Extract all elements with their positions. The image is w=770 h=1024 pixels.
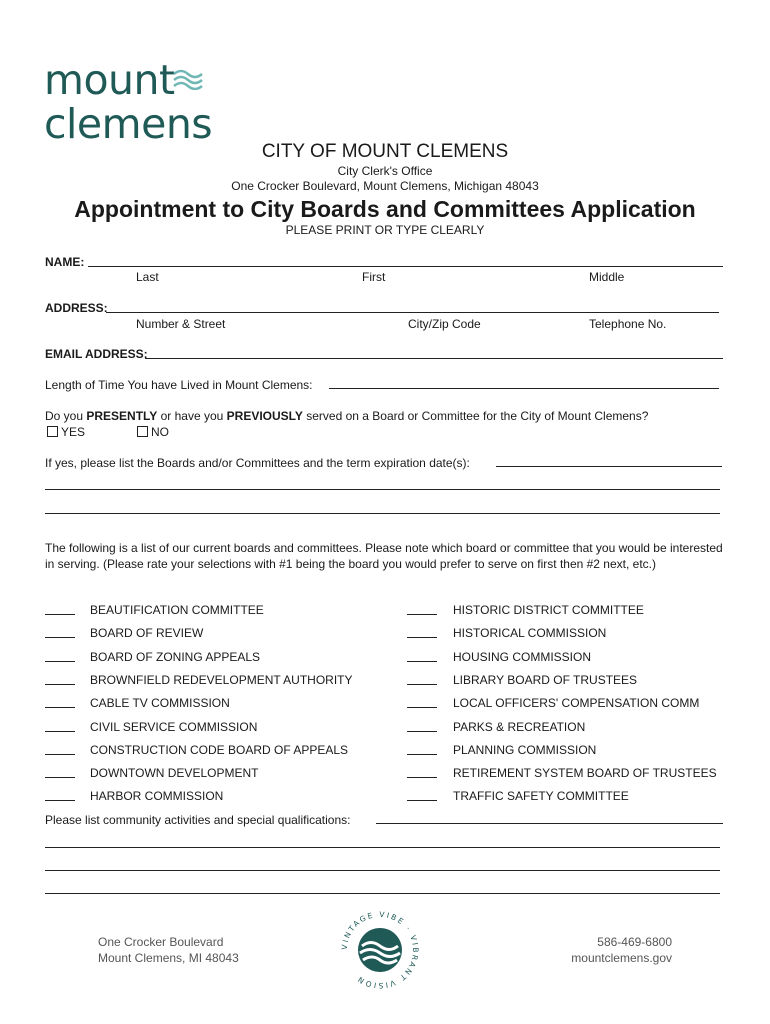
name-label: NAME:	[45, 255, 85, 269]
served-question-mid: or have you	[157, 409, 227, 423]
board-option-right: TRAFFIC SAFETY COMMITTEE	[453, 789, 629, 803]
rank-blank-left[interactable]	[45, 614, 75, 615]
rank-blank-right[interactable]	[407, 800, 437, 801]
no-checkbox[interactable]	[137, 426, 148, 437]
board-option-right: HOUSING COMMISSION	[453, 650, 592, 664]
rank-blank-left[interactable]	[45, 637, 75, 638]
address-phone-caption: Telephone No.	[589, 317, 667, 331]
served-list-field-3[interactable]	[45, 513, 720, 514]
city-heading: CITY OF MOUNT CLEMENS	[261, 141, 509, 162]
footer-address-line-2: Mount Clemens, MI 48043	[98, 951, 239, 965]
rank-blank-right[interactable]	[407, 614, 437, 615]
served-yes-option[interactable]	[47, 425, 85, 439]
served-question-presently: PRESENTLY	[86, 409, 158, 423]
served-list-field-2[interactable]	[45, 489, 720, 490]
rank-blank-left[interactable]	[45, 684, 75, 685]
address-city-caption: City/Zip Code	[408, 317, 481, 331]
rank-blank-left[interactable]	[45, 777, 75, 778]
rank-blank-left[interactable]	[45, 800, 75, 801]
board-option-right: PLANNING COMMISSION	[453, 743, 597, 757]
office-address: One Crocker Boulevard, Mount Clemens, Michigan 48043	[231, 179, 539, 193]
board-option-right: PARKS & RECREATION	[453, 720, 586, 734]
community-field-2[interactable]	[45, 847, 720, 848]
board-option-left: DOWNTOWN DEVELOPMENT	[90, 766, 259, 780]
residence-length-label: Length of Time You have Lived in Mount Clemens:	[45, 378, 313, 392]
no-label: NO	[151, 425, 169, 439]
address-street-caption: Number & Street	[136, 317, 226, 331]
community-field-1[interactable]	[376, 823, 723, 824]
city-logo	[44, 58, 224, 148]
email-field[interactable]	[145, 358, 723, 359]
logo-line-2: clemens	[44, 100, 213, 148]
board-option-left: BOARD OF ZONING APPEALS	[90, 650, 261, 664]
footer-website[interactable]: mountclemens.gov	[571, 951, 672, 965]
served-list-field-1[interactable]	[496, 466, 722, 467]
served-question-previously: PREVIOUSLY	[226, 409, 303, 423]
rank-blank-left[interactable]	[45, 731, 75, 732]
rank-blank-right[interactable]	[407, 684, 437, 685]
email-label: EMAIL ADDRESS:	[45, 347, 148, 361]
city-seal-icon	[340, 910, 420, 990]
address-field[interactable]	[106, 312, 719, 313]
board-option-left: BOARD OF REVIEW	[90, 626, 204, 640]
office-name: City Clerk's Office	[337, 164, 433, 178]
board-option-left: CIVIL SERVICE COMMISSION	[90, 720, 258, 734]
board-option-left: BEAUTIFICATION COMMITTEE	[90, 603, 264, 617]
name-first-caption: First	[362, 270, 386, 284]
served-no-option[interactable]	[137, 425, 169, 439]
print-instruction: PLEASE PRINT OR TYPE CLEARLY	[285, 223, 485, 237]
served-question-post: served on a Board or Committee for the City of Mount Clemens?	[302, 409, 649, 423]
rank-blank-right[interactable]	[407, 777, 437, 778]
board-option-right: HISTORIC DISTRICT COMMITTEE	[453, 603, 644, 617]
rank-blank-left[interactable]	[45, 754, 75, 755]
board-option-right: LIBRARY BOARD OF TRUSTEES	[453, 673, 638, 687]
rank-blank-right[interactable]	[407, 754, 437, 755]
board-option-right: RETIREMENT SYSTEM BOARD OF TRUSTEES	[453, 766, 717, 780]
board-option-left: CONSTRUCTION CODE BOARD OF APPEALS	[90, 743, 349, 757]
name-field[interactable]	[88, 266, 723, 267]
served-list-label: If yes, please list the Boards and/or Committees and the term expiration date(s):	[45, 456, 470, 470]
rank-blank-right[interactable]	[407, 731, 437, 732]
boards-intro-text: The following is a list of our current boards and committees. Please note which board or committee that you would be interested in serving. (Please rate your selections with #1 being the board you would prefer to serve on first then #2 next, etc.)	[45, 541, 723, 571]
board-option-right: LOCAL OFFICERS' COMPENSATION COMM	[453, 696, 700, 710]
served-question-pre: Do you	[45, 409, 87, 423]
rank-blank-right[interactable]	[407, 707, 437, 708]
board-option-right: HISTORICAL COMMISSION	[453, 626, 607, 640]
community-label: Please list community activities and special qualifications:	[45, 813, 351, 827]
wave-icon	[172, 66, 206, 90]
footer-contact	[540, 934, 672, 966]
rank-blank-left[interactable]	[45, 707, 75, 708]
board-option-left: CABLE TV COMMISSION	[90, 696, 230, 710]
footer-address	[98, 934, 239, 966]
yes-checkbox[interactable]	[47, 426, 58, 437]
name-middle-caption: Middle	[589, 270, 625, 284]
footer-address-line-1: One Crocker Boulevard	[98, 935, 224, 949]
community-field-3[interactable]	[45, 870, 720, 871]
footer-phone: 586-469-6800	[597, 935, 672, 949]
yes-label: YES	[61, 425, 86, 439]
name-last-caption: Last	[136, 270, 159, 284]
page-title: Appointment to City Boards and Committees Application	[74, 196, 696, 222]
served-question	[45, 409, 648, 423]
residence-length-field[interactable]	[329, 388, 719, 389]
logo-line-1: mount	[44, 56, 175, 104]
rank-blank-right[interactable]	[407, 661, 437, 662]
community-field-4[interactable]	[45, 893, 720, 894]
board-option-left: BROWNFIELD REDEVELOPMENT AUTHORITY	[90, 673, 353, 687]
rank-blank-left[interactable]	[45, 661, 75, 662]
rank-blank-right[interactable]	[407, 637, 437, 638]
address-label: ADDRESS:	[45, 301, 108, 315]
board-option-left: HARBOR COMMISSION	[90, 789, 224, 803]
seal-ring-text: VINTAGE VIBE · VIBRANT VISION	[340, 910, 420, 990]
